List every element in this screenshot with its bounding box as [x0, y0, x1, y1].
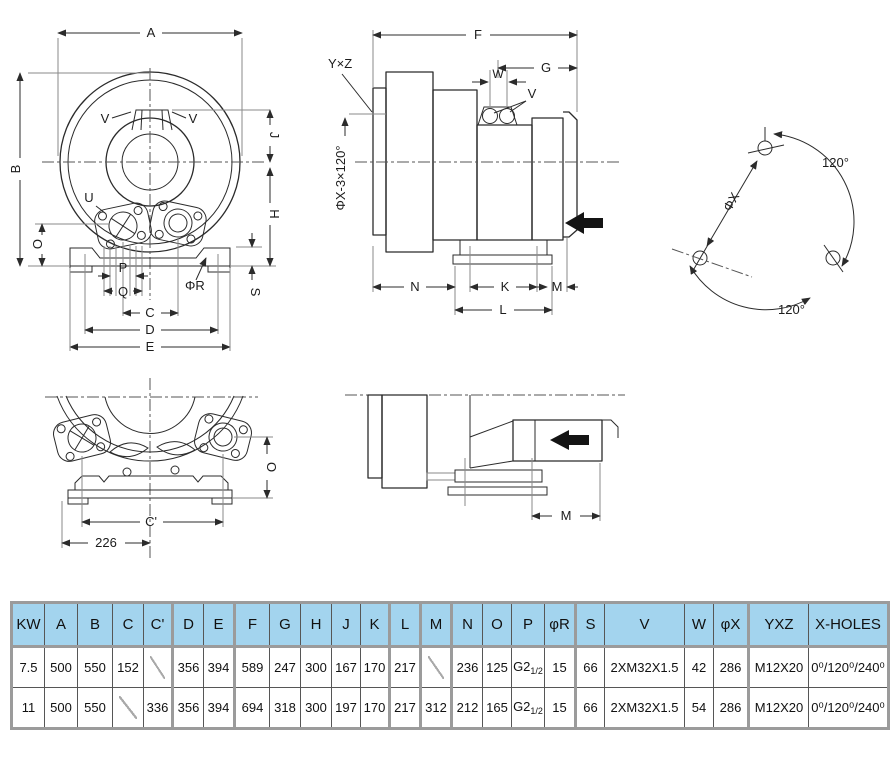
bottom-side-view-drawing [345, 395, 625, 523]
data-cell: 500 [45, 688, 78, 729]
dim-label-v-left: V [100, 111, 110, 126]
dim-label-g: G [540, 60, 552, 75]
data-cell: M12X20 [749, 647, 809, 688]
dim-label-b: B [8, 164, 23, 174]
header-cell: A [45, 603, 78, 647]
dim-label-v-right: V [188, 111, 198, 126]
dim-label-n: N [410, 279, 420, 294]
data-cell: 125 [483, 647, 512, 688]
data-cell [113, 688, 144, 729]
data-cell: 0⁰/120⁰/240⁰ [809, 647, 889, 688]
header-cell: φR [545, 603, 576, 647]
header-cell: W [685, 603, 714, 647]
data-cell: 589 [235, 647, 270, 688]
dim-label-d: D [145, 322, 155, 337]
data-cell: 0⁰/120⁰/240⁰ [809, 688, 889, 729]
header-cell: M [421, 603, 452, 647]
header-cell: C [113, 603, 144, 647]
dim-label-phix: ΦX [719, 189, 743, 214]
dim-label-yxz: Y×Z [328, 56, 353, 71]
data-cell: 286 [714, 688, 749, 729]
data-cell: 550 [78, 688, 113, 729]
dim-label-j: J [267, 131, 282, 139]
dimension-table [10, 601, 890, 730]
data-cell: 247 [270, 647, 301, 688]
data-cell: 7.5 [12, 647, 45, 688]
header-cell: J [332, 603, 361, 647]
header-cell: F [235, 603, 270, 647]
data-cell: 212 [452, 688, 483, 729]
header-cell: YXZ [749, 603, 809, 647]
data-cell: 2XM32X1.5 [605, 688, 685, 729]
bolt-circle-drawing [672, 127, 854, 317]
dim-label-a: A [146, 25, 156, 40]
data-cell: 15 [545, 647, 576, 688]
side-view-drawing [328, 27, 622, 317]
header-cell: φX [714, 603, 749, 647]
header-cell: N [452, 603, 483, 647]
data-cell [144, 647, 173, 688]
data-cell: $G2_{1/2}$ [512, 647, 545, 688]
header-cell: B [78, 603, 113, 647]
dim-label-u: U [84, 190, 94, 205]
bottom-front-view-drawing [45, 378, 279, 560]
header-cell: D [173, 603, 204, 647]
data-cell: 336 [144, 688, 173, 729]
dim-label-q: Q [117, 284, 129, 299]
dim-label-o2: O [264, 461, 279, 473]
dim-label-o: O [30, 238, 45, 250]
data-cell: 550 [78, 647, 113, 688]
dim-label-c-prime: C' [145, 514, 157, 529]
data-cell: 197 [332, 688, 361, 729]
dim-label-phix-note: ΦX-3×120° [333, 145, 348, 211]
dim-label-v: V [527, 86, 537, 101]
data-cell: 2XM32X1.5 [605, 647, 685, 688]
dim-label-m2: M [560, 508, 572, 523]
data-cell: 152 [113, 647, 144, 688]
header-cell: X-HOLES [809, 603, 889, 647]
header-cell: E [204, 603, 235, 647]
header-cell: KW [12, 603, 45, 647]
dim-label-l: L [499, 302, 507, 317]
data-cell: 236 [452, 647, 483, 688]
header-cell: L [390, 603, 421, 647]
dim-label-e: E [145, 339, 155, 354]
dim-label-w: W [492, 67, 504, 81]
data-cell: 300 [301, 688, 332, 729]
data-cell: 66 [576, 647, 605, 688]
data-cell: 54 [685, 688, 714, 729]
data-cell: 165 [483, 688, 512, 729]
table-header-row [12, 603, 889, 647]
data-cell: 217 [390, 688, 421, 729]
dim-label-phi-r: ΦR [185, 278, 205, 293]
header-cell: O [483, 603, 512, 647]
dim-label-c: C [145, 305, 155, 320]
dim-label-h: H [267, 209, 282, 219]
data-cell: 15 [545, 688, 576, 729]
data-cell: 66 [576, 688, 605, 729]
dim-label-f: F [474, 27, 482, 42]
table-row [12, 647, 889, 688]
angle-label-bottom: 120° [778, 302, 805, 317]
data-cell: $G2_{1/2}$ [512, 688, 545, 729]
dim-label-m: M [551, 279, 563, 294]
data-cell: 170 [361, 688, 390, 729]
header-cell: H [301, 603, 332, 647]
data-cell [421, 647, 452, 688]
data-cell: 170 [361, 647, 390, 688]
data-cell: 318 [270, 688, 301, 729]
data-cell: 312 [421, 688, 452, 729]
data-cell: 300 [301, 647, 332, 688]
data-cell: 500 [45, 647, 78, 688]
data-cell: 356 [173, 688, 204, 729]
data-cell: 394 [204, 688, 235, 729]
data-cell: 694 [235, 688, 270, 729]
dim-label-k: K [500, 279, 510, 294]
header-cell: K [361, 603, 390, 647]
dimension-table-wrap [10, 601, 890, 730]
data-cell: 394 [204, 647, 235, 688]
front-view-drawing [8, 25, 282, 354]
data-cell: 286 [714, 647, 749, 688]
header-cell: C' [144, 603, 173, 647]
table-row [12, 688, 889, 729]
data-cell: 42 [685, 647, 714, 688]
dim-label-226: 226 [95, 535, 117, 550]
header-cell: V [605, 603, 685, 647]
dim-label-p: P [118, 260, 128, 275]
data-cell: 356 [173, 647, 204, 688]
data-cell: 217 [390, 647, 421, 688]
angle-label-top: 120° [822, 155, 849, 170]
data-cell: 167 [332, 647, 361, 688]
header-cell: P [512, 603, 545, 647]
header-cell: S [576, 603, 605, 647]
data-cell: 11 [12, 688, 45, 729]
data-cell: M12X20 [749, 688, 809, 729]
header-cell: G [270, 603, 301, 647]
dim-label-s: S [248, 287, 263, 297]
